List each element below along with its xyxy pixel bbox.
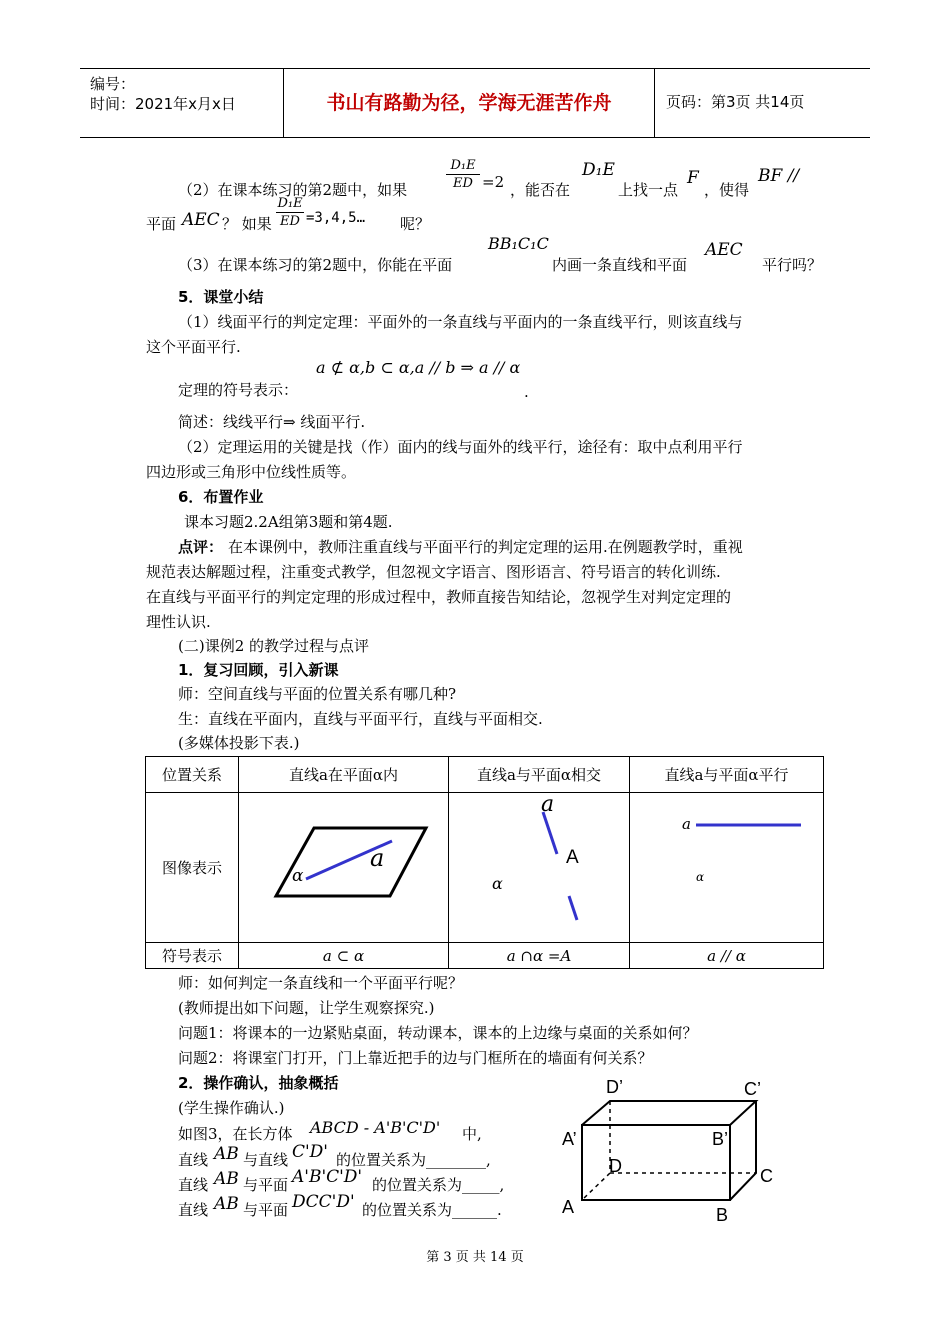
time-label: 时间：2021年x月x日	[90, 95, 236, 113]
section-title: 1．复习回顾，引入新课	[178, 661, 339, 679]
top-face	[582, 1101, 756, 1125]
line-in-plane-figure	[270, 822, 430, 900]
vertex-label: B’	[712, 1129, 729, 1149]
comment-text: 在本课例中，教师注重直线与平面平行的判定定理的运用.在例题教学时，重视	[228, 538, 743, 556]
q2-eq: =3,4,5…	[306, 210, 366, 226]
section-title: 5．课堂小结	[178, 288, 264, 306]
exercise-text: 的位置关系为________,	[336, 1151, 491, 1169]
table-cell: 符号表示	[146, 943, 239, 969]
table-cell: a // α	[630, 943, 824, 969]
comment-text: 规范表达解题过程，注重变式教学，但忽视文字语言、图形语言、符号语言的转化训练.	[146, 563, 721, 581]
exercise-math: AB	[214, 1144, 239, 1164]
fraction-denominator: ED	[280, 214, 300, 229]
hidden-edge	[582, 1173, 610, 1200]
q2-math: BF //	[758, 166, 800, 186]
page-header	[80, 68, 870, 138]
exercise-text: 直线	[178, 1176, 209, 1194]
dialog-text: 师：如何判定一条直线和一个平面平行呢？	[178, 974, 464, 992]
label-alpha: α	[492, 874, 503, 893]
label-alpha: α	[292, 866, 304, 886]
table-header: 位置关系	[146, 757, 239, 793]
summary-dot: .	[524, 383, 529, 401]
exercise-math: AB	[214, 1169, 239, 1189]
q3-math: AEC	[705, 240, 743, 260]
line-a-lower	[569, 896, 577, 920]
exercise-text: 中,	[462, 1125, 482, 1143]
dialog-text: 生：直线在平面内，直线与平面平行，直线与平面相交.	[178, 710, 543, 728]
summary-text: （2）定理运用的关键是找（作）面内的线与面外的线平行，途径有：取中点利用平行	[178, 438, 743, 456]
q2-text: 平面	[146, 215, 177, 233]
fraction-denominator: ED	[453, 176, 473, 191]
dialog-text: (多媒体投影下表.)	[178, 734, 300, 752]
exercise-text: 与平面	[243, 1201, 289, 1219]
q3-text: 平行吗？	[762, 256, 823, 274]
vertex-label: A	[562, 1197, 575, 1217]
exercise-text: 如图3，在长方体	[178, 1125, 293, 1143]
q2-math: F	[687, 168, 699, 188]
label-A: A	[566, 847, 579, 868]
vertex-label: C’	[744, 1079, 761, 1099]
q2-fraction	[446, 158, 480, 191]
header-divider	[654, 69, 655, 137]
exercise-math: DCC'D'	[292, 1192, 355, 1212]
table-row	[146, 793, 824, 943]
q2-math: AEC	[182, 210, 220, 230]
q2-fraction	[276, 196, 304, 229]
fraction-bar	[446, 174, 480, 175]
code-label: 编号：	[90, 75, 136, 93]
vertex-label: C	[760, 1166, 773, 1186]
exercise-math: AB	[214, 1194, 239, 1214]
fraction-bar	[276, 212, 304, 213]
table-cell: 图像表示	[146, 793, 239, 943]
comment-text: 理性认识.	[146, 613, 211, 631]
q2-math: D₁E	[582, 160, 615, 180]
exercise-text: 直线	[178, 1201, 209, 1219]
exercise-text: 直线	[178, 1151, 209, 1169]
q2-text: ？ 如果	[222, 215, 272, 233]
vertex-label: D	[609, 1156, 622, 1176]
dialog-text: 师：空间直线与平面的位置关系有哪几种?	[178, 685, 457, 703]
relation-table	[145, 756, 824, 969]
line-a-upper	[543, 812, 557, 854]
question-text: 问题2：将课室门打开，门上靠近把手的边与门框所在的墙面有何关系？	[178, 1049, 653, 1067]
header-page: 页码：第3页 共14页	[666, 93, 805, 111]
label-a: a	[682, 815, 691, 833]
section-title: 6．布置作业	[178, 488, 264, 506]
exercise-text: 与平面	[243, 1176, 289, 1194]
label-a: a	[541, 792, 555, 817]
summary-text: 简述：线线平行⇒ 线面平行.	[178, 413, 366, 431]
summary-text: 四边形或三角形中位线性质等。	[146, 463, 357, 481]
right-face	[730, 1101, 756, 1200]
dialog-text: (学生操作确认.)	[178, 1099, 285, 1117]
table-header: 直线a与平面α相交	[449, 757, 630, 793]
q3-text: 内画一条直线和平面	[552, 256, 688, 274]
line-parallel-figure	[694, 820, 804, 830]
q2-text: 呢？	[400, 215, 431, 233]
summary-text: 定理的符号表示：	[178, 381, 299, 399]
comment-label: 点评：	[178, 538, 224, 556]
q3-text: （3）在课本练习的第2题中，你能在平面	[178, 256, 453, 274]
table-header: 直线a在平面α内	[239, 757, 449, 793]
section-title: 2．操作确认，抽象概括	[178, 1074, 339, 1092]
theorem-formula: a ⊄ α,b ⊂ α,a // b ⇒ a // α	[316, 358, 521, 377]
exercise-text: 的位置关系为______.	[362, 1201, 502, 1219]
vertex-label: D’	[606, 1077, 623, 1097]
summary-text: （1）线面平行的判定定理：平面外的一条直线与平面内的一条直线平行，则该直线与	[178, 313, 743, 331]
table-row	[146, 943, 824, 969]
question-text: 问题1：将课本的一边紧贴桌面，转动课本，课本的上边缘与桌面的关系如何？	[178, 1024, 698, 1042]
q2-text: ，能否在	[510, 181, 571, 199]
exercise-math: C'D'	[292, 1142, 328, 1162]
homework-text: 课本习题2.2A组第3题和第4题.	[184, 513, 393, 531]
table-cell: a ⊂ α	[239, 943, 449, 969]
table-header: 直线a与平面α平行	[630, 757, 824, 793]
q2-eq: =2	[482, 173, 505, 191]
front-face	[582, 1125, 730, 1200]
comment-text: 在直线与平面平行的判定定理的形成过程中，教师直接告知结论，忽视学生对判定定理的	[146, 588, 732, 606]
fraction-numerator: D₁E	[450, 158, 476, 173]
q2-text: 上找一点	[618, 181, 679, 199]
q3-math: BB₁C₁C	[488, 234, 549, 253]
summary-text: 这个平面平行.	[146, 338, 241, 356]
cuboid-figure	[560, 1075, 790, 1235]
table-cell: a ∩α =A	[449, 943, 630, 969]
table-row	[146, 757, 824, 793]
q2-text: （2）在课本练习的第2题中，如果	[178, 181, 408, 199]
section-title: (二)课例2 的教学过程与点评	[178, 637, 370, 655]
header-meta	[80, 69, 283, 137]
exercise-text: 与直线	[243, 1151, 289, 1169]
exercise-math: ABCD - A'B'C'D'	[310, 1118, 441, 1137]
fraction-numerator: D₁E	[277, 196, 303, 211]
exercise-text: 的位置关系为_____,	[372, 1176, 505, 1194]
vertex-label: A’	[562, 1129, 577, 1149]
header-motto: 书山有路勤为径，学海无涯苦作舟	[326, 92, 612, 114]
page-footer: 第 3 页 共 14 页	[426, 1250, 524, 1265]
exercise-math: A'B'C'D'	[292, 1167, 363, 1187]
label-alpha: α	[696, 870, 705, 884]
label-a: a	[370, 844, 385, 872]
vertex-label: B	[716, 1205, 729, 1225]
table-cell	[630, 793, 824, 943]
dialog-text: (教师提出如下问题，让学生观察探究.)	[178, 999, 435, 1017]
q2-text: ，使得	[704, 181, 750, 199]
